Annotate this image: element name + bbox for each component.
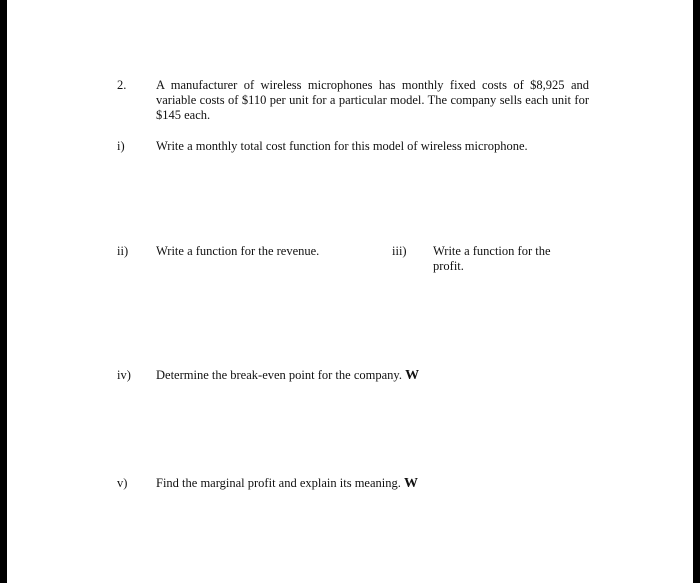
question-number: 2. <box>117 78 127 92</box>
part-label-ii: ii) <box>117 244 129 258</box>
part-label-iv: iv) <box>117 368 131 382</box>
written-marker-iv: W <box>405 368 420 383</box>
part-label-i: i) <box>117 139 125 153</box>
part-line-iv <box>156 368 419 383</box>
part-text-ii: Write a function for the revenue. <box>156 244 320 258</box>
part-text-iv: Determine the break-even point for the company. <box>156 368 402 382</box>
document-page <box>7 0 693 583</box>
part-text-iii: Write a function for the profit. <box>433 244 551 273</box>
part-text-v: Find the marginal profit and explain its meaning. <box>156 476 401 490</box>
part-line-v <box>156 476 418 491</box>
part-text-i: Write a monthly total cost function for this model of wireless microphone. <box>156 139 528 153</box>
part-label-v: v) <box>117 476 128 490</box>
part-label-iii: iii) <box>392 244 407 258</box>
written-marker-v: W <box>404 476 418 491</box>
question-intro: A manufacturer of wireless microphones has monthly fixed costs of $8,925 and variable costs of $110 per unit for a particular model. The company sells each unit for $145 each. <box>156 78 589 122</box>
